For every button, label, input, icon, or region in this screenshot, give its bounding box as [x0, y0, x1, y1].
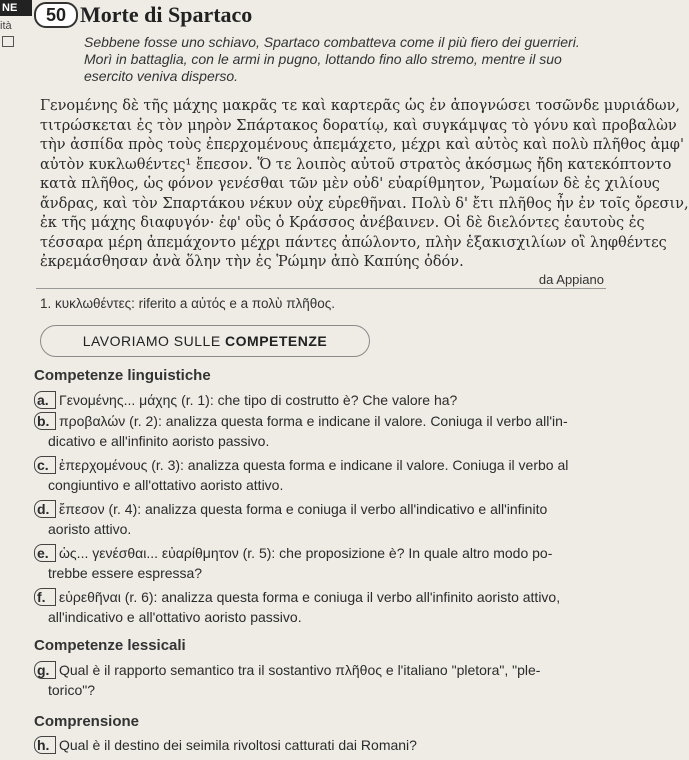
- exercise-letter: a.: [34, 391, 56, 409]
- margin-checkbox: [2, 36, 14, 47]
- exercise-text: εὑρεθῆναι (r. 6): analizza questa forma e coniuga il verbo all'infinito aoristo attivo,: [59, 589, 561, 605]
- exercise-text: Qual è il rapporto semantico tra il sostantivo πλῆθος e l'italiano "pletora", "ple-: [59, 662, 541, 678]
- exercise-letter: f.: [34, 588, 56, 606]
- margin-label: ità: [0, 20, 12, 32]
- greek-line: τιτρώσκεται ἐς τὸν μηρὸν Σπάρτακος δορατίῳ, καὶ συγκάμψας τὸ γόνυ καὶ προβαλὼν: [40, 117, 677, 134]
- greek-line: ἄνδρας, καὶ τὸν Σπαρτάκου νέκυν οὐχ εὑρεθῆναι. Πολὺ δ' ἔτι πλῆθος ἦν ἐν τοῖς ὄρεσιν,: [40, 195, 689, 212]
- page-title: Morte di Spartaco: [80, 2, 253, 27]
- intro-paragraph: Sebbene fosse uno schiavo, Spartaco combatteva come il più fiero dei guerrieri. Morì in battaglia, con le armi in pugno, lottando fino allo stremo, mentre il suo esercito veniva disperso.: [84, 34, 580, 84]
- exercise-b: [34, 411, 612, 451]
- margin-tab: NE: [0, 0, 32, 16]
- exercise-text: ἐπερχομένους (r. 3): analizza questa forma e indicane il valore. Coniuga il verbo al: [59, 457, 569, 473]
- source-attribution: da Appiano: [538, 272, 604, 287]
- greek-line: αὐτὸν κυκλωθέντες¹ ἔπεσον. Ὅ τε λοιπὸς αὐτοῦ στρατὸς ἀκόσμως ἤδη κατεκόπτοντο: [40, 156, 672, 173]
- exercise-f: [34, 587, 612, 627]
- greek-line: κατὰ πλῆθος, ὡς φόνον γενέσθαι τῶν μὲν οὐδ' εὐαρίθμητον, Ῥωμαίων δὲ ἐς χιλίους: [40, 176, 660, 192]
- exercise-text: προβαλών (r. 2): analizza questa forma e indicane il valore. Coniuga il verbo all'in-: [59, 413, 568, 429]
- greek-line: τὴν ἀσπίδα πρὸς τοὺς ἐπερχομένους ἀπεμάχετο, μέχρι καὶ αὐτὸς καὶ πολὺ πλῆθος ἀμφ': [40, 137, 684, 153]
- footnote: 1. κυκλωθέντες: riferito a αὐτός e a πολὺ πλῆθος.: [40, 296, 336, 311]
- exercise-text: ὡς... γενέσθαι... εὐαρίθμητον (r. 5): che proposizione è? In quale altro modo po-: [59, 545, 553, 561]
- greek-text: [40, 97, 689, 273]
- exercise-text: ἔπεσον (r. 4): analizza questa forma e coniuga il verbo all'indicativo e all'infinito: [59, 501, 548, 517]
- exercise-g: [34, 660, 612, 700]
- exercise-letter: b.: [34, 412, 56, 430]
- greek-line: τέσσαρα μέρη ἀπεμάχοντο μέχρι πάντες ἀπώλοντο, πλὴν ἑξακισχιλίων οἳ ληφθέντες: [40, 234, 667, 251]
- exercise-h: [34, 735, 612, 755]
- exercise-a: [34, 390, 612, 410]
- exercise-text: all'indicativo e all'ottativo aoristo passivo.: [48, 609, 302, 625]
- divider: [36, 288, 606, 289]
- greek-line: Γενομένης δὲ τῆς μάχης μακρᾶς τε καὶ καρτερᾶς ὡς ἐν ἀπογνώσει τοσῶνδε μυριάδων,: [40, 98, 681, 114]
- exercise-text: trebbe essere espressa?: [48, 565, 203, 581]
- exercise-number-badge: 50: [34, 2, 78, 28]
- heading-comprehension: Comprensione: [34, 713, 140, 730]
- exercise-letter: d.: [34, 500, 56, 518]
- exercise-text: congiuntivo e all'ottativo aoristo attivo.: [48, 477, 284, 493]
- section-banner: [40, 325, 370, 357]
- exercise-text: Qual è il destino dei seimila rivoltosi catturati dai Romani?: [59, 737, 417, 753]
- banner-bold: COMPETENZE: [225, 333, 328, 349]
- exercise-letter: h.: [34, 736, 56, 754]
- heading-linguistic: Competenze linguistiche: [34, 367, 211, 384]
- banner-prefix: LAVORIAMO SULLE: [82, 333, 226, 349]
- exercise-letter: g.: [34, 661, 56, 679]
- exercise-text: torico"?: [48, 682, 95, 698]
- heading-lexical: Competenze lessicali: [34, 637, 186, 654]
- exercise-d: [34, 499, 612, 539]
- exercise-e: [34, 543, 612, 583]
- exercise-text: Γενομένης... μάχης (r. 1): che tipo di costrutto è? Che valore ha?: [59, 392, 458, 408]
- exercise-letter: e.: [34, 544, 56, 562]
- greek-line: ἐκ τῆς μάχης διαφυγόν· ἐφ' οὓς ὁ Κράσσος ἀνέβαινεν. Οἱ δὲ διελόντες ἑαυτοὺς ἐς: [40, 215, 645, 231]
- exercise-c: [34, 455, 612, 495]
- exercise-letter: c.: [34, 456, 56, 474]
- exercise-text: dicativo e all'infinito aoristo passivo.: [48, 433, 270, 449]
- greek-line: ἐκρεμάσθησαν ἀνὰ ὅλην τὴν ἐς Ῥώμην ἀπὸ Καπύης ὁδόν.: [40, 254, 464, 270]
- exercise-text: aoristo attivo.: [48, 521, 132, 537]
